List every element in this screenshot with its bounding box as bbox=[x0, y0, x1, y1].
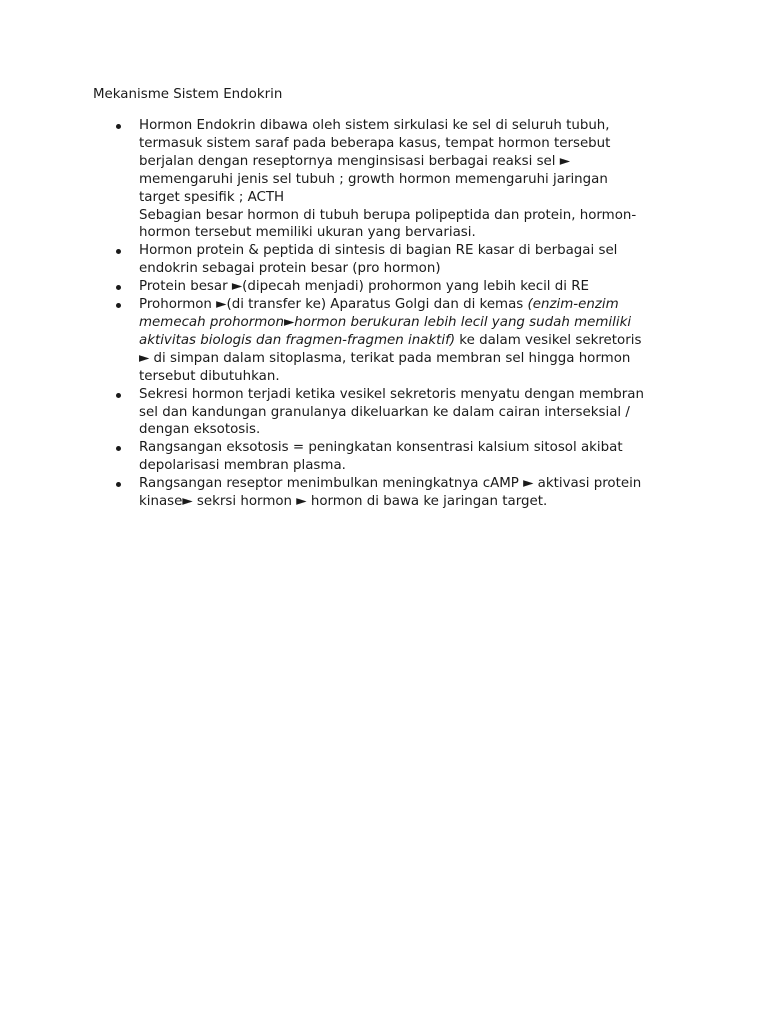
bullet-text-line bbox=[139, 386, 676, 404]
bullet-text-line bbox=[139, 171, 676, 189]
text-segment: berjalan dengan reseptornya menginsisasi berbagai reaksi sel ► bbox=[139, 153, 571, 169]
text-segment: Protein besar ►(dipecah menjadi) prohormon yang lebih kecil di RE bbox=[139, 279, 590, 295]
bullet-dot-icon bbox=[116, 393, 121, 398]
bullet-text-line bbox=[139, 278, 676, 296]
text-segment: memengaruhi jenis sel tubuh ; growth hormon memengaruhi jaringan bbox=[139, 171, 608, 187]
bullet-text-line bbox=[139, 224, 676, 242]
text-segment: ke dalam vesikel sekretoris bbox=[455, 332, 642, 348]
text-segment: Rangsangan eksotosis = peningkatan konsentrasi kalsium sitosol akibat bbox=[139, 440, 623, 456]
bullet-text-line bbox=[139, 439, 676, 457]
bullet-text-line bbox=[139, 296, 676, 314]
bullet-text-line bbox=[139, 421, 676, 439]
bullet-dot-icon bbox=[116, 446, 121, 451]
bullet-text-line bbox=[139, 242, 676, 260]
bullet-dot-icon bbox=[116, 124, 121, 129]
bullet-item bbox=[116, 278, 676, 296]
text-segment: ► di simpan dalam sitoplasma, terikat pada membran sel hingga hormon bbox=[139, 350, 631, 366]
text-segment: dengan eksotosis. bbox=[139, 422, 261, 438]
bullet-text-line bbox=[139, 475, 676, 493]
text-segment: endokrin sebagai protein besar (pro hormon) bbox=[139, 261, 441, 277]
text-segment: Sebagian besar hormon di tubuh berupa polipeptida dan protein, hormon- bbox=[139, 207, 637, 223]
bullet-text-line bbox=[139, 332, 676, 350]
bullet-text-line bbox=[139, 260, 676, 278]
bullet-text-line bbox=[139, 153, 676, 171]
italic-text-segment: (enzim-enzim bbox=[527, 297, 619, 313]
bullet-text-line bbox=[139, 189, 676, 207]
bullet-item bbox=[116, 439, 676, 475]
bullet-item bbox=[116, 386, 676, 440]
bullet-dot-icon bbox=[116, 303, 121, 308]
bullet-text-line bbox=[139, 117, 676, 135]
text-segment: termasuk sistem saraf pada beberapa kasus, tempat hormon tersebut bbox=[139, 135, 611, 151]
bullet-text-line bbox=[139, 135, 676, 153]
text-segment: sel dan kandungan granulanya dikeluarkan ke dalam cairan interseksial / bbox=[139, 404, 630, 420]
bullet-dot-icon bbox=[116, 482, 121, 487]
bullet-dot-icon bbox=[116, 249, 121, 254]
bullet-text-line bbox=[139, 207, 676, 225]
document-title: Mekanisme Sistem Endokrin bbox=[93, 87, 283, 102]
bullet-item bbox=[116, 296, 676, 386]
text-segment: kinase► sekrsi hormon ► hormon di bawa ke jaringan target. bbox=[139, 494, 548, 510]
text-segment: tersebut dibutuhkan. bbox=[139, 368, 280, 384]
bullet-text-line bbox=[139, 314, 676, 332]
text-segment: Hormon protein & peptida di sintesis di bagian RE kasar di berbagai sel bbox=[139, 243, 618, 259]
text-segment: depolarisasi membran plasma. bbox=[139, 458, 346, 474]
bullet-text-line bbox=[139, 457, 676, 475]
bullet-text-line bbox=[139, 493, 676, 511]
bullet-text-line bbox=[139, 350, 676, 368]
text-segment: Hormon Endokrin dibawa oleh sistem sirkulasi ke sel di seluruh tubuh, bbox=[139, 118, 610, 133]
bullet-item bbox=[116, 475, 676, 511]
text-segment: Rangsangan reseptor menimbulkan meningkatnya cAMP ► aktivasi protein bbox=[139, 476, 642, 492]
bullet-text-line bbox=[139, 368, 676, 386]
italic-text-segment: aktivitas biologis dan fragmen-fragmen inaktif) bbox=[139, 332, 456, 348]
bullet-item bbox=[116, 242, 676, 278]
text-segment: target spesifik ; ACTH bbox=[139, 189, 285, 205]
text-segment: hormon tersebut memiliki ukuran yang bervariasi. bbox=[139, 225, 476, 241]
bullet-item bbox=[116, 117, 676, 242]
bullet-list bbox=[116, 117, 676, 511]
italic-text-segment: memecah prohormon►hormon berukuran lebih lecil yang sudah memiliki bbox=[139, 314, 632, 330]
text-segment: Sekresi hormon terjadi ketika vesikel sekretoris menyatu dengan membran bbox=[139, 386, 644, 402]
bullet-text-line bbox=[139, 404, 676, 422]
bullet-dot-icon bbox=[116, 285, 121, 290]
text-segment: Prohormon ►(di transfer ke) Aparatus Golgi dan di kemas bbox=[139, 297, 528, 313]
